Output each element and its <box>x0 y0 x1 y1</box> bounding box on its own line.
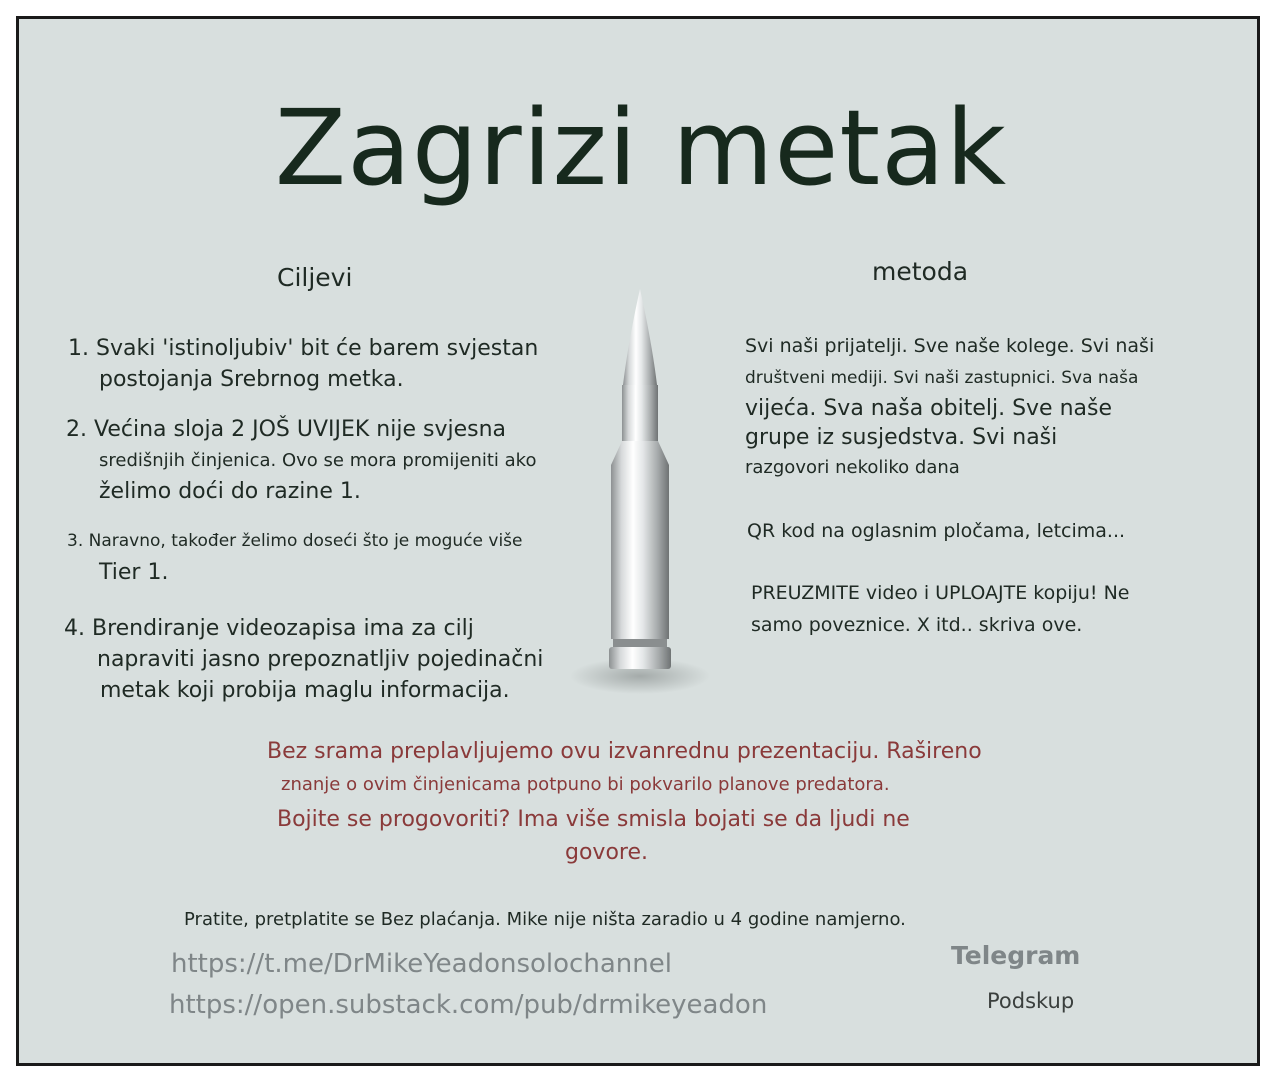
appeal-line-2: znanje o ovim činjenicama potpuno bi pokvarilo planove predatora. <box>281 774 890 795</box>
method-line-2: društveni mediji. Svi naši zastupnici. Sva naša <box>745 368 1139 388</box>
goal-2-line-2: središnjih činjenica. Ovo se mora promijeniti ako <box>99 450 537 471</box>
goal-3-line-1: 3. Naravno, također želimo doseći što je moguće više <box>67 531 523 551</box>
goals-heading: Ciljevi <box>277 263 353 292</box>
follow-text: Pratite, pretplatite se Bez plaćanja. Mike nije ništa zaradio u 4 godine namjerno. <box>184 909 906 930</box>
goal-3-line-2: Tier 1. <box>99 560 169 585</box>
goal-2-line-3: želimo doći do razine 1. <box>99 479 361 504</box>
goal-4-line-3: metak koji probija maglu informacija. <box>100 678 510 703</box>
method-line-4: grupe iz susjedstva. Svi naši <box>745 425 1058 450</box>
method-upload-line-2: samo poveznice. X itd.. skriva ove. <box>751 614 1083 636</box>
substack-label: Podskup <box>987 989 1075 1013</box>
appeal-line-1: Bez srama preplavljujemo ovu izvanrednu prezentaciju. Rašireno <box>267 739 982 764</box>
method-line-3: vijeća. Sva naša obitelj. Sve naše <box>745 396 1113 421</box>
telegram-link[interactable]: https://t.me/DrMikeYeadonsolochannel <box>171 949 672 979</box>
method-line-1: Svi naši prijatelji. Sve naše kolege. Svi naši <box>745 335 1155 357</box>
method-qr-line: QR kod na oglasnim pločama, letcima... <box>747 520 1126 542</box>
silver-bullet-image <box>555 281 725 699</box>
method-line-5: razgovori nekoliko dana <box>745 457 960 478</box>
goal-1-line-2: postojanja Srebrnog metka. <box>99 367 404 392</box>
method-heading: metoda <box>872 257 969 286</box>
substack-link[interactable]: https://open.substack.com/pub/drmikeyeadon <box>169 990 768 1020</box>
method-upload-line-1: PREUZMITE video i UPLOAJTE kopiju! Ne <box>751 582 1130 604</box>
goal-1-line-1: 1. Svaki 'istinoljubiv' bit će barem svjestan <box>68 336 539 361</box>
goal-4-line-1: 4. Brendiranje videozapisa ima za cilj <box>64 616 474 641</box>
appeal-line-3: Bojite se progovoriti? Ima više smisla bojati se da ljudi ne <box>277 807 910 832</box>
page-title: Zagrizi metak <box>274 87 1008 209</box>
goal-2-line-1: 2. Većina sloja 2 JOŠ UVIJEK nije svjesna <box>66 417 507 442</box>
poster <box>16 16 1260 1066</box>
goal-4-line-2: napraviti jasno prepoznatljiv pojedinačni <box>97 647 544 672</box>
appeal-line-4: govore. <box>565 840 648 865</box>
telegram-label: Telegram <box>951 941 1081 970</box>
